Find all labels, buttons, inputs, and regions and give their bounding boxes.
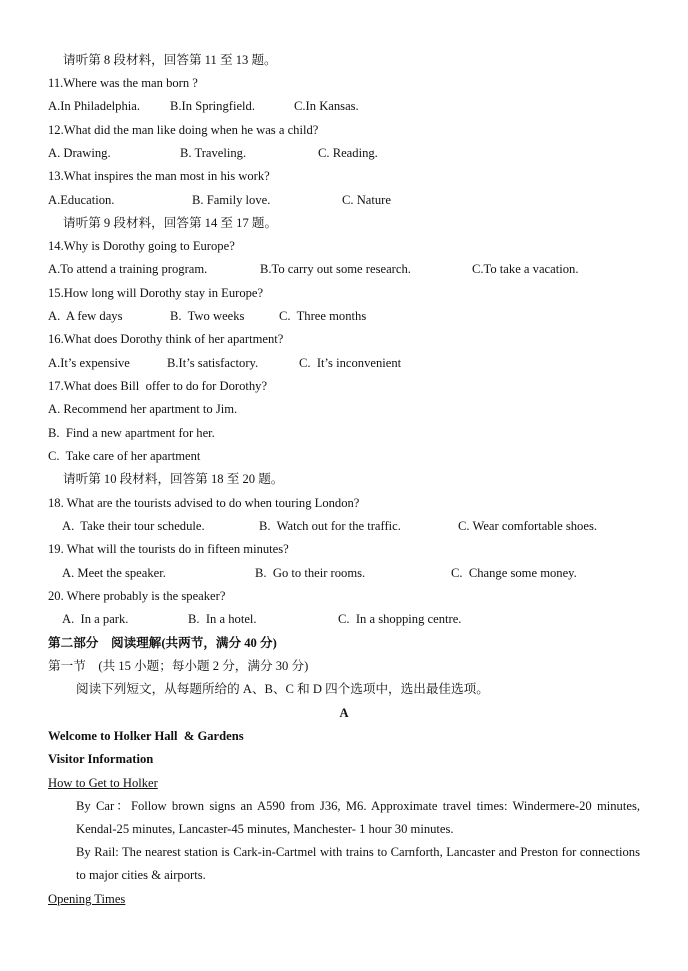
q15-stem: 15.How long will Dorothy stay in Europe? xyxy=(48,286,264,300)
q12-option-a: A. Drawing. xyxy=(48,146,111,160)
q14-option-b: B.To carry out some research. xyxy=(260,262,411,276)
q13-option-b: B. Family love. xyxy=(192,193,271,207)
q19-option-b: B. Go to their rooms. xyxy=(255,566,366,580)
q16-option-c: C. It’s inconvenient xyxy=(299,356,402,370)
q20-option-b: B. In a hotel. xyxy=(188,612,257,626)
q13-options xyxy=(48,192,648,208)
q15-options xyxy=(48,308,648,324)
q18-option-c: C. Wear comfortable shoes. xyxy=(458,519,597,533)
q18-option-b: B. Watch out for the traffic. xyxy=(259,519,401,533)
by-car-paragraph xyxy=(48,795,640,841)
q17-option-c: C. Take care of her apartment xyxy=(48,449,201,463)
reading-instruction: 阅读下列短文，从每题所给的 A、B、C 和 D 四个选项中，选出最佳选项。 xyxy=(76,682,489,696)
q16-option-a: A.It’s expensive xyxy=(48,356,130,370)
q19-option-c: C. Change some money. xyxy=(451,566,577,580)
q17-option-a: A. Recommend her apartment to Jim. xyxy=(48,402,238,416)
q13-option-c: C. Nature xyxy=(342,193,391,207)
q11-option-c: C.In Kansas. xyxy=(294,99,359,113)
q17-stem: 17.What does Bill offer to do for Dorothy? xyxy=(48,379,268,393)
q16-stem: 16.What does Dorothy think of her apartment? xyxy=(48,332,284,346)
q13-stem: 13.What inspires the man most in his work? xyxy=(48,169,270,183)
q12-option-c: C. Reading. xyxy=(318,146,378,160)
section1-heading: 第一节 (共 15 小题；每小题 2 分，满分 30 分) xyxy=(48,659,309,673)
q11-option-a: A.In Philadelphia. xyxy=(48,99,140,113)
q20-options xyxy=(48,611,648,627)
q19-stem: 19. What will the tourists do in fifteen minutes? xyxy=(48,542,289,556)
q15-option-a: A. A few days xyxy=(48,309,123,323)
q18-option-a: A. Take their tour schedule. xyxy=(62,519,205,533)
part2-heading: 第二部分 阅读理解(共两节，满分 40 分) xyxy=(48,636,277,650)
q13-option-a: A.Education. xyxy=(48,193,115,207)
q20-option-c: C. In a shopping centre. xyxy=(338,612,462,626)
q11-option-b: B.In Springfield. xyxy=(170,99,256,113)
q20-option-a: A. In a park. xyxy=(62,612,129,626)
q14-options xyxy=(48,261,648,277)
q15-option-c: C. Three months xyxy=(279,309,367,323)
q11-options xyxy=(48,98,648,114)
q17-option-b: B. Find a new apartment for her. xyxy=(48,426,215,440)
q12-stem: 12.What did the man like doing when he was a child? xyxy=(48,123,319,137)
q12-options xyxy=(48,145,648,161)
section10-instruction: 请听第 10 段材料，回答第 18 至 20 题。 xyxy=(63,472,284,486)
by-rail-paragraph xyxy=(48,841,640,887)
passage-title: Welcome to Holker Hall & Gardens xyxy=(48,729,244,743)
passage-label: A xyxy=(339,706,349,720)
by-rail-text: By Rail: The nearest station is Cark-in-Cartmel with trains to Carnforth, Lancaster and Preston for connections to major cities & airports. xyxy=(76,845,640,882)
how-to-get-heading: How to Get to Holker xyxy=(48,776,158,790)
q12-option-b: B. Traveling. xyxy=(180,146,247,160)
by-car-text: By Car：Follow brown signs an A590 from J36, M6. Approximate travel times: Windermere-20 minutes, Kendal-25 minutes, Lancaster-45 minutes, Manchester- 1 hour 30 minutes. xyxy=(76,799,640,836)
q19-options xyxy=(48,565,648,581)
q14-option-a: A.To attend a training program. xyxy=(48,262,208,276)
section9-instruction: 请听第 9 段材料，回答第 14 至 17 题。 xyxy=(63,216,278,230)
q16-option-b: B.It’s satisfactory. xyxy=(167,356,259,370)
q15-option-b: B. Two weeks xyxy=(170,309,245,323)
q18-stem: 18. What are the tourists advised to do when touring London? xyxy=(48,496,360,510)
passage-subtitle: Visitor Information xyxy=(48,752,154,766)
q18-options xyxy=(48,518,648,534)
opening-times-heading: Opening Times xyxy=(48,892,126,906)
q20-stem: 20. Where probably is the speaker? xyxy=(48,589,226,603)
q14-option-c: C.To take a vacation. xyxy=(472,262,579,276)
section8-instruction: 请听第 8 段材料，回答第 11 至 13 题。 xyxy=(63,53,277,67)
q19-option-a: A. Meet the speaker. xyxy=(62,566,166,580)
q14-stem: 14.Why is Dorothy going to Europe? xyxy=(48,239,235,253)
q11-stem: 11.Where was the man born ? xyxy=(48,76,198,90)
q16-options xyxy=(48,355,648,371)
